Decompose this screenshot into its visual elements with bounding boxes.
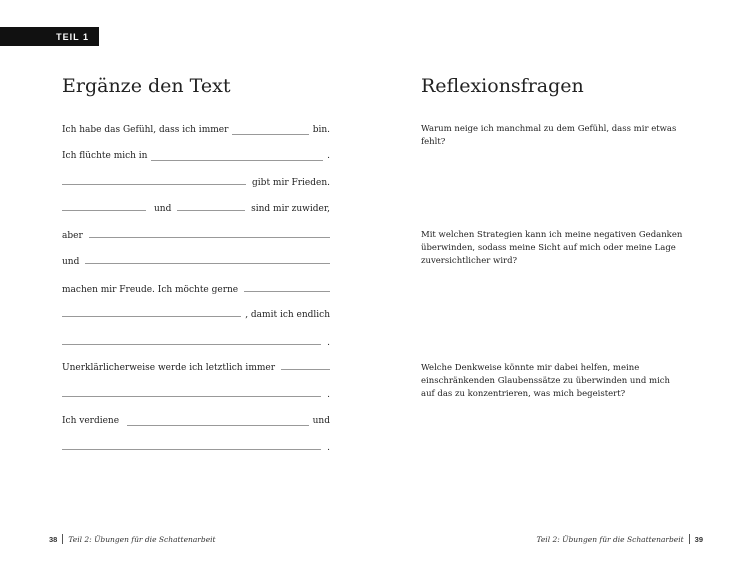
blank-field[interactable] (62, 344, 321, 345)
blank-field[interactable] (62, 316, 241, 317)
blank-field[interactable] (85, 263, 330, 264)
footer-divider (689, 534, 690, 544)
line-text: gibt mir Frieden. (252, 178, 330, 188)
left-page-title: Ergänze den Text (62, 75, 231, 97)
line-text: machen mir Freude. Ich möchte gerne (62, 285, 239, 295)
fill-line-6 (62, 253, 330, 267)
blank-field[interactable] (177, 210, 245, 211)
section-badge: TEIL 1 (0, 27, 99, 46)
footer-text: Teil 2: Übungen für die Schattenarbeit (68, 534, 216, 544)
line-text: sind mir zuwider, (251, 204, 330, 214)
fill-line-3 (62, 174, 330, 188)
blank-field[interactable] (62, 184, 246, 185)
reflection-question-1: Warum neige ich manchmal zu dem Gefühl, dass mir etwas fehlt? (421, 124, 677, 147)
fill-line-2 (62, 147, 330, 161)
fill-line-8 (62, 306, 330, 320)
blank-field[interactable] (89, 237, 330, 238)
blank-field[interactable] (281, 369, 330, 370)
blank-field[interactable] (244, 291, 330, 292)
line-text: . (327, 151, 330, 161)
page-number: 38 (49, 534, 58, 544)
fill-line-7 (62, 281, 330, 295)
right-page-title: Reflexionsfragen (421, 75, 584, 97)
fill-line-5 (62, 227, 330, 241)
fill-line-9 (62, 334, 330, 348)
page-number: 39 (694, 534, 703, 544)
line-text: und (62, 257, 80, 267)
line-text: Ich flüchte mich in (62, 151, 148, 161)
blank-field[interactable] (62, 396, 321, 397)
line-text: und (154, 204, 172, 214)
blank-field[interactable] (62, 449, 321, 450)
footer-text: Teil 2: Übungen für die Schattenarbeit (536, 534, 684, 544)
fill-line-12 (62, 412, 330, 426)
fill-line-4 (62, 200, 330, 214)
blank-field[interactable] (232, 134, 308, 135)
fill-line-13 (62, 439, 330, 453)
blank-field[interactable] (127, 425, 309, 426)
line-text: Ich habe das Gefühl, dass ich immer (62, 125, 229, 135)
blank-field[interactable] (151, 160, 323, 161)
line-text: Unerklärlicherweise werde ich letztlich immer (62, 363, 276, 373)
line-text: . (327, 338, 330, 348)
blank-field[interactable] (62, 210, 146, 211)
reflection-question-2: Mit welchen Strategien kann ich meine negativen Gedanken überwinden, sodass meine Sicht auf mich oder meine Lage zuversichtlicher wird? (421, 230, 683, 266)
line-text: bin. (312, 125, 330, 135)
line-text: Ich verdiene (62, 416, 120, 426)
line-text: . (327, 443, 330, 453)
line-text: und (312, 416, 330, 426)
fill-line-10 (62, 359, 330, 373)
fill-line-11 (62, 386, 330, 400)
footer-right (536, 534, 703, 544)
footer-divider (62, 534, 63, 544)
line-text: , damit ich endlich (245, 310, 330, 320)
line-text: aber (62, 231, 83, 241)
line-text: . (327, 390, 330, 400)
fill-line-1 (62, 121, 330, 135)
footer-left (49, 534, 216, 544)
reflection-question-3: Welche Denkweise könnte mir dabei helfen, meine einschränkenden Glaubenssätze zu überwinden und mich auf das zu konzentrieren, was mich begeistert? (421, 363, 671, 399)
